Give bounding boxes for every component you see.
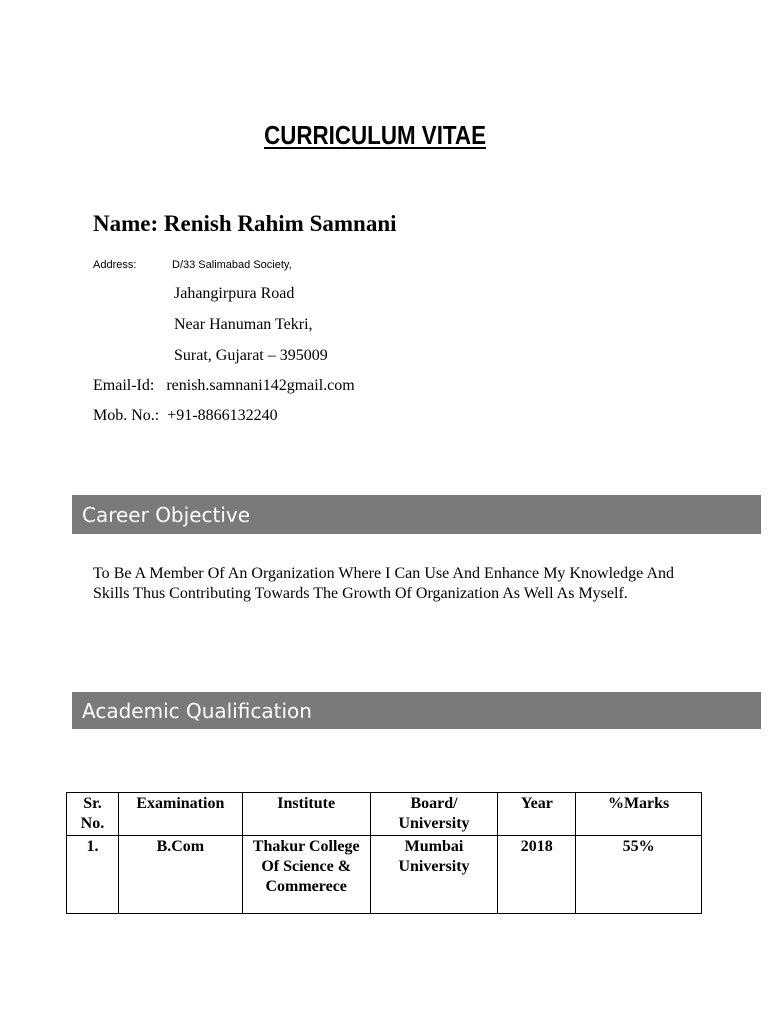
header-marks: %Marks	[576, 793, 702, 836]
header-examination: Examination	[118, 793, 242, 836]
academic-qualification-banner: Academic Qualification	[72, 692, 761, 729]
cell-examination: B.Com	[118, 836, 242, 914]
email-value: renish.samnani142gmail.com	[166, 377, 355, 394]
header-board: Board/ University	[370, 793, 498, 836]
address-line-3: Near Hanuman Tekri,	[174, 316, 313, 333]
address-line-1: D/33 Salimabad Society,	[172, 259, 292, 271]
cv-title: CURRICULUM VITAE	[264, 120, 486, 150]
address-line-2: Jahangirpura Road	[174, 285, 295, 302]
cell-board: Mumbai University	[370, 836, 498, 914]
mobile-row	[93, 407, 278, 425]
cell-sr-no: 1.	[67, 836, 119, 914]
cell-institute: Thakur College Of Science & Commerece	[242, 836, 370, 914]
mobile-value: +91-8866132240	[167, 407, 278, 424]
email-row	[93, 377, 355, 395]
cell-year: 2018	[498, 836, 576, 914]
academic-table	[66, 792, 702, 914]
email-label: Email-Id:	[93, 377, 155, 394]
mobile-label: Mob. No.:	[93, 407, 160, 424]
table-header-row	[67, 793, 702, 836]
candidate-name: Name: Renish Rahim Samnani	[93, 211, 397, 236]
header-sr-no: Sr. No.	[67, 793, 119, 836]
header-year: Year	[498, 793, 576, 836]
career-objective-text: To Be A Member Of An Organization Where I Can Use And Enhance My Knowledge And Skills Thus Contributing Towards The Growth Of Organization As Well As Myself.	[93, 565, 674, 602]
address-label: Address:	[93, 259, 137, 271]
career-objective-banner: Career Objective	[72, 495, 761, 534]
header-institute: Institute	[242, 793, 370, 836]
address-row	[93, 259, 292, 271]
address-line-4: Surat, Gujarat – 395009	[174, 347, 328, 364]
cell-marks: 55%	[576, 836, 702, 914]
table-row	[67, 836, 702, 914]
